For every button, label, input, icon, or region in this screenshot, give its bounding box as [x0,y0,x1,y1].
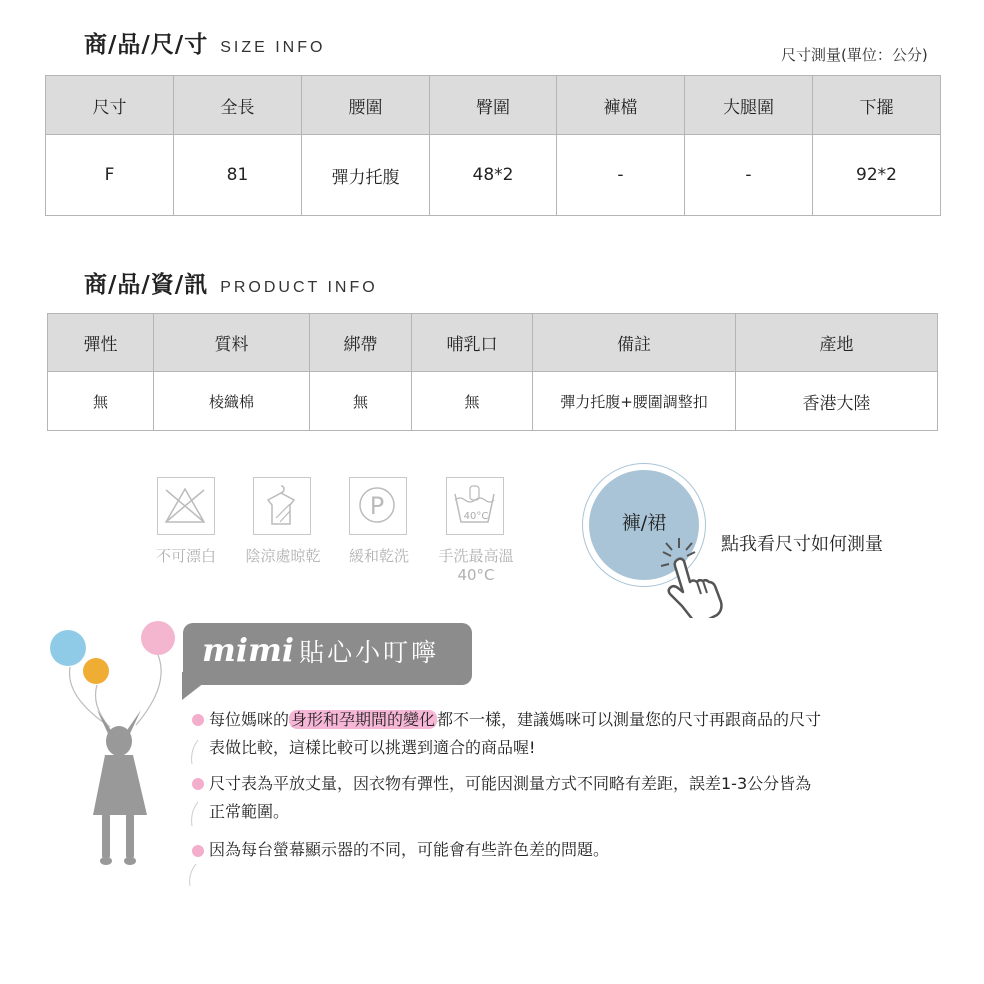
product-cell: 無 [310,372,412,431]
size-header-cell: 褲檔 [557,76,685,135]
tip-stroke-icon [188,738,200,770]
product-header-cell: 產地 [736,314,938,372]
product-table-row [48,372,938,431]
tip-stroke-icon [188,800,200,832]
size-table-header-row [46,76,941,135]
tip-bullet [192,778,204,790]
size-info-title: 商/品/尺/寸 [84,32,209,58]
size-cell: - [685,135,813,216]
dry-clean-p-icon [349,477,407,535]
product-cell: 無 [48,372,154,431]
care-label: 手洗最高溫 [438,547,514,565]
size-info-heading [84,26,325,59]
tip-text: 都不一樣，建議媽咪可以測量您的尺寸再跟商品的尺寸 [437,710,822,729]
balloon-girl-illustration [45,615,185,874]
product-header-cell: 備註 [533,314,736,372]
size-header-cell: 下擺 [813,76,941,135]
care-label: 緩和乾洗 [348,547,409,565]
size-cell: 92*2 [813,135,941,216]
tips-bubble-tail [182,672,218,700]
product-header-cell: 質料 [154,314,310,372]
tip-item: 尺寸表為平放丈量，因衣物有彈性，可能因測量方式不同略有差距，誤差1-3公分皆為 [209,774,812,793]
care-label-temp: 40°C [457,566,495,584]
size-header-cell: 尺寸 [46,76,174,135]
tip-text: 每位媽咪的 [209,710,290,729]
product-header-cell: 哺乳口 [412,314,533,372]
size-cell: F [46,135,174,216]
hand-wash-temp-text: 40°C [463,511,489,522]
size-header-cell: 全長 [174,76,302,135]
measure-circle-label: 褲/裙 [621,512,667,534]
measure-link[interactable]: 點我看尺寸如何測量 [721,534,883,555]
care-label: 陰涼處晾乾 [245,547,321,565]
tip-item [209,707,929,733]
tip-text-line2: 正常範圍。 [209,802,290,821]
product-table-header-row [48,314,938,372]
product-header-cell: 彈性 [48,314,154,372]
size-table-row [46,135,941,216]
tip-item: 因為每台螢幕顯示器的不同，可能會有些許色差的問題。 [209,840,610,859]
tip-highlight: 身形和孕期間的變化 [291,710,436,729]
size-header-cell: 臀圍 [430,76,557,135]
product-table [47,313,938,431]
tips-title: 貼心小叮嚀 [299,638,440,667]
blue-balloon [50,630,86,666]
product-cell: 無 [412,372,533,431]
size-table [45,75,941,216]
product-cell: 棱織棉 [154,372,310,431]
pink-balloon [141,621,175,655]
tip-text-line2: 表做比較，這樣比較可以挑選到適合的商品喔! [209,738,536,757]
tips-brand: mimi [202,631,295,669]
tip-bullet [192,845,204,857]
size-header-cell: 腰圍 [302,76,430,135]
product-info-title: 商/品/資/訊 [84,272,209,298]
product-info-heading [84,266,378,299]
size-cell: - [557,135,685,216]
size-info-subtitle: SIZE INFO [220,39,326,56]
product-header-cell: 綁帶 [310,314,412,372]
hand-wash-40-icon [446,477,504,535]
orange-balloon [83,658,109,684]
tip-bullet [192,714,204,726]
product-cell: 彈力托腹+腰圍調整扣 [533,372,736,431]
no-bleach-icon [157,477,215,535]
svg-text:P: P [369,492,385,520]
tips-heading [202,631,439,669]
product-info-subtitle: PRODUCT INFO [220,279,378,296]
unit-note: 尺寸測量(單位：公分) [781,46,928,64]
size-cell: 48*2 [430,135,557,216]
size-cell: 81 [174,135,302,216]
care-label: 不可漂白 [155,547,216,565]
size-header-cell: 大腿圍 [685,76,813,135]
product-cell: 香港大陸 [736,372,938,431]
tip-stroke-icon [186,862,198,892]
shade-dry-icon [253,477,311,535]
size-cell: 彈力托腹 [302,135,430,216]
